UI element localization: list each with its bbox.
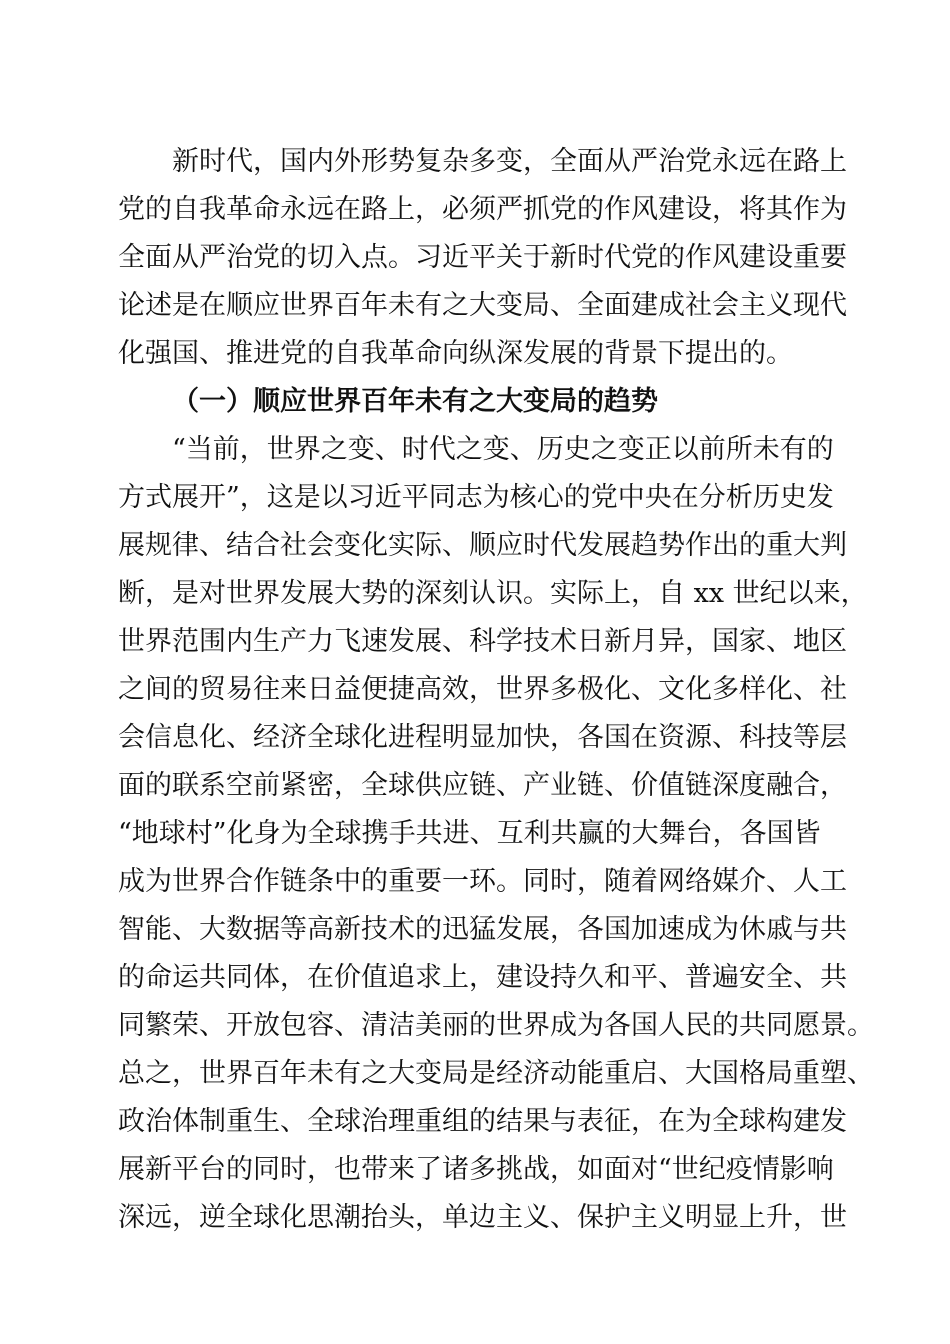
paragraph-2-line-11: 智能、大数据等高新技术的迅猛发展，各国加速成为休戚与共 <box>118 914 847 945</box>
paragraph-1-line-1: 新时代，国内外形势复杂多变，全面从严治党永远在路上 <box>172 146 847 177</box>
paragraph-2-line-4: 断，是对世界发展大势的深刻认识。实际上，自 xx 世纪以来， <box>118 578 868 609</box>
paragraph-2-line-10: 成为世界合作链条中的重要一环。同时，随着网络媒介、人工 <box>118 866 847 897</box>
paragraph-2-line-17: 深远，逆全球化思潮抬头，单边主义、保护主义明显上升，世 <box>118 1202 847 1233</box>
paragraph-2-line-1: “当前，世界之变、时代之变、历史之变正以前所未有的 <box>172 434 834 465</box>
paragraph-2-line-14: 总之，世界百年未有之大变局是经济动能重启、大国格局重塑、 <box>118 1058 874 1089</box>
paragraph-2-line-3: 展规律、结合社会变化实际、顺应时代发展趋势作出的重大判 <box>118 530 847 561</box>
paragraph-1-line-4: 论述是在顺应世界百年未有之大变局、全面建成社会主义现代 <box>118 290 847 321</box>
paragraph-2-line-12: 的命运共同体，在价值追求上，建设持久和平、普遍安全、共 <box>118 962 847 993</box>
paragraph-2-line-13: 同繁荣、开放包容、清洁美丽的世界成为各国人民的共同愿景。 <box>118 1010 874 1041</box>
paragraph-2-line-7: 会信息化、经济全球化进程明显加快，各国在资源、科技等层 <box>118 722 847 753</box>
paragraph-2-line-6: 之间的贸易往来日益便捷高效，世界多极化、文化多样化、社 <box>118 674 847 705</box>
paragraph-2-line-15: 政治体制重生、全球治理重组的结果与表征，在为全球构建发 <box>118 1106 847 1137</box>
paragraph-2-line-2: 方式展开”，这是以习近平同志为核心的党中央在分析历史发 <box>118 482 834 513</box>
paragraph-2-line-5: 世界范围内生产力飞速发展、科学技术日新月异，国家、地区 <box>118 626 847 657</box>
paragraph-1-line-2: 党的自我革命永远在路上，必须严抓党的作风建设，将其作为 <box>118 194 847 225</box>
paragraph-1-line-5: 化强国、推进党的自我革命向纵深发展的背景下提出的。 <box>118 338 793 369</box>
paragraph-2-line-9: “地球村”化身为全球携手共进、互利共赢的大舞台，各国皆 <box>118 818 821 849</box>
paragraph-1-line-3: 全面从严治党的切入点。习近平关于新时代党的作风建设重要 <box>118 242 847 273</box>
paragraph-2-line-8: 面的联系空前紧密，全球供应链、产业链、价值链深度融合， <box>118 770 847 801</box>
section-heading: （一）顺应世界百年未有之大变局的趋势 <box>172 386 658 417</box>
paragraph-2-line-16: 展新平台的同时，也带来了诸多挑战，如面对“世纪疫情影响 <box>118 1154 834 1185</box>
